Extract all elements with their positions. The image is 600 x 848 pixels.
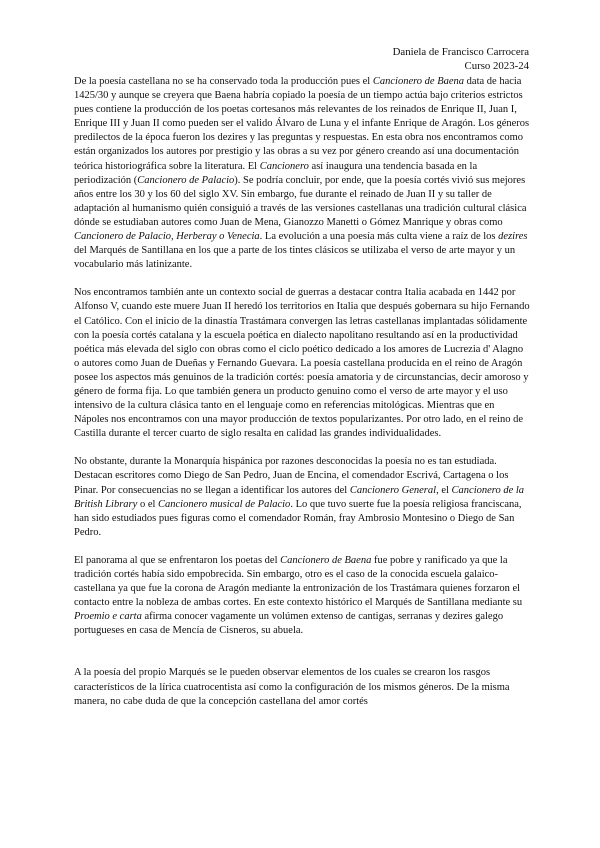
paragraph-text: así inaugura una tendencia basada en la periodización ( (74, 160, 478, 186)
italic-title-text: dezires (498, 231, 528, 243)
document-body (74, 75, 531, 709)
paragraph-text: A la poesía del propio Marqués se le pueden observar elementos de los cuales se crearon los rasgos característicos de la lírica cuatrocentista así como la configuración de los mismos géneros. De la misma manera, no cabe duda de que la concepción castellana del amor cortés (74, 667, 510, 707)
paragraph-text: afirma conocer vagamente un volúmen extenso de cantigas, serranas y dezires galego portugueses en casa de Mencía de Cisneros, su abuela. (74, 611, 504, 637)
italic-title-text: Proemio e carta (74, 611, 142, 623)
document-header (393, 45, 529, 73)
paragraph-text: . La evolución a una poesía más culta viene a raíz de los (259, 231, 499, 243)
paragraph-p2 (74, 286, 531, 441)
paragraph-text: o el (137, 498, 159, 510)
paragraph-text: De la poesía castellana no se ha conservado toda la producción pues el (74, 76, 373, 87)
paragraph-text: fue pobre y ranificado ya que la tradición cortés había sido empobrecida. Sin embargo, otro es el caso de la conocida escuela galaico-castellana ya que fue la corona de Aragón mediante la entronización de los Trastámara quienes forzaron el contacto entre la nobleza de ambas cortes. En este contexto histórico el Marqués de Santillana mediante su (74, 554, 523, 609)
italic-title-text: Cancionero General (349, 484, 437, 496)
paragraph-text: . Lo que tuvo suerte fue la poesía religiosa franciscana, han sido estudiados pues figuras como el comendador Román, fray Ambrosio Montesino o Diego de San Pedro. (74, 498, 522, 538)
paragraph-p3 (74, 455, 531, 540)
italic-title-text: Cancionero de Palacio, Herberay o Venecia (74, 231, 260, 243)
paragraph-text: Nos encontramos también ante un contexto social de guerras a destacar contra Italia acabada en 1442 por Alfonso V, cuando este muere Juan II heredó los territorios en Italia que después gobernara su hijo Fernando el Católico. Con el inicio de la dinastía Trastámara convergen las letras castellanas implantadas sólidamente con la poesía cortés catalana y la escuela poética en dialecto napolitano resultando así en la productividad poética más elevada del siglo con obras como el ciclo poético dedicado a los amores de Lucrezia d' Alagno o autores como Juan de Dueñas y Fernando Guevara. La poesía castellana producida en el reino de Aragón posee los aspectos más genuinos de la tradición cortés: poesía amatoria y de circunstancias, decir amoroso y género de forma fija. Lo que también genera un producto genuino como el verso de arte mayor y el uso intensivo de la cultura clásica tanto en el lenguaje como en referencias mitológicas. Mientras que en Nápoles nos encontramos con una mayor producción de textos popularizantes. Por otro lado, en el reino de Castilla durante el tercer cuarto de siglo resalta en calidad las grandes individualidades. (74, 287, 530, 440)
paragraph-p5 (74, 666, 531, 708)
italic-title-text: Cancionero de Baena (372, 76, 465, 87)
paragraph-text: No obstante, durante la Monarquía hispánica por razones desconocidas la poesía no es tan estudiada. Destacan escritores como Diego de San Pedro, Juan de Encina, el comendador Escrivá, Cartagena o los Pinar. Por consecuencias no se llegan a identificar los autores del (74, 456, 509, 496)
author-name: Daniela de Francisco Carrocera (392, 46, 529, 58)
paragraph-p4 (74, 554, 531, 639)
paragraph-text: data de hacia 1425/30 y aunque se creyera que Baena habría copiado la poesía de un tiempo actúa bajo criterios estrictos pues contiene la producción de los poetas cortesanos más relevantes de los reinados de Enrique II, Juan I, Enrique III y Juan II como pueden ser el valido Álvaro de Luna y el infante Enrique de Aragón. Los géneros predilectos de la época fueron los dezires y las preguntas y respuestas. En esta obra nos encontramos como están organizados los autores por prestigio y las obras a su vez por género creando así una documentación teórica historiográfica sobre la literatura. El (74, 76, 530, 172)
italic-title-text: Cancionero (259, 160, 309, 172)
paragraph-p1 (74, 75, 531, 272)
paragraph-text: El panorama al que se enfrentaron los poetas del (74, 554, 281, 566)
italic-title-text: Cancionero de Baena (280, 554, 372, 566)
italic-title-text: Cancionero de Palacio (137, 174, 235, 186)
italic-title-text: Cancionero de la British Library (74, 484, 525, 510)
paragraph-text: ). Se podría concluir, por ende, que la poesía cortés vivió sus mejores años entre los 30 y los 60 del siglo XV. Sin embargo, fue durante el reinado de Juan II y su taller de adaptación al humanismo quién consiguió a través de las versiones castellanas una tradición cultural clásica dónde se estudiaban autores como Juan de Mena, Gianozzo Manetti o Gómez Manrique y obras como (74, 174, 527, 228)
paragraph-text: del Marqués de Santillana en los que a parte de los tintes clásicos se utilizaba el verso de arte mayor y un vocabulario más latinizante. (74, 245, 516, 271)
italic-title-text: Cancionero musical de Palacio (158, 498, 291, 510)
paragraph-text: , el (436, 484, 452, 496)
course-year: Curso 2023-24 (464, 60, 529, 72)
